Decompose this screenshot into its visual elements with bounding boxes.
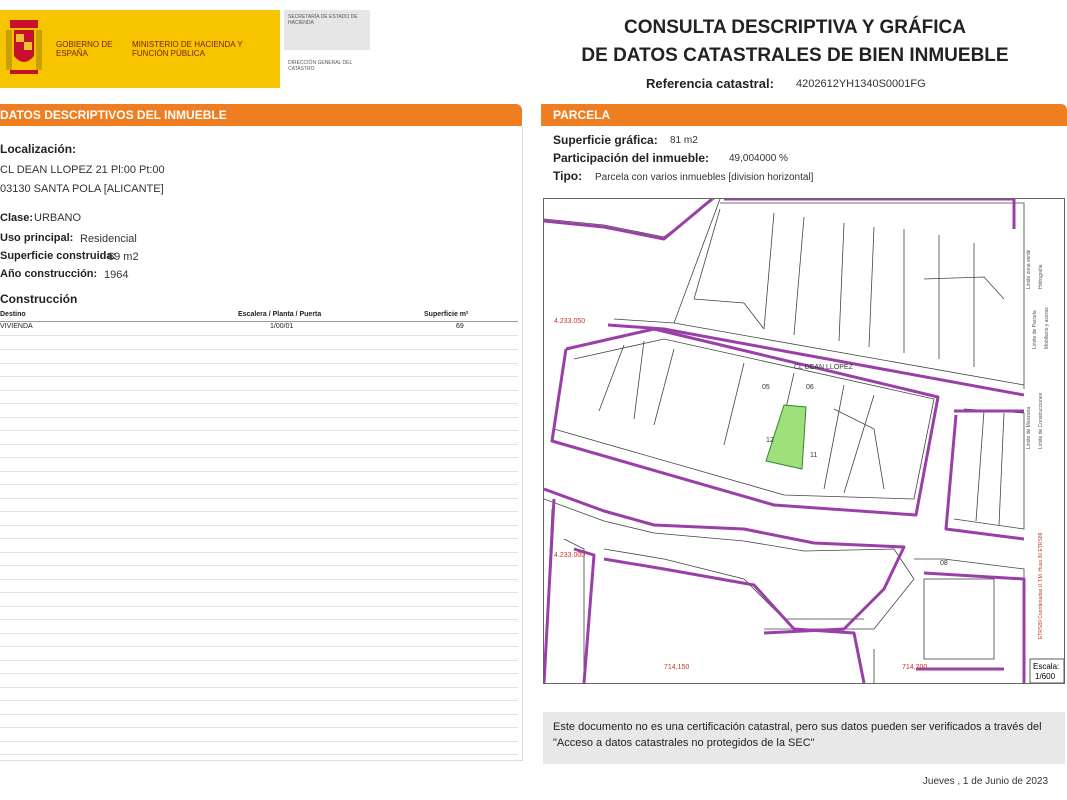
table-row-empty xyxy=(0,674,518,688)
clase-label: Clase: xyxy=(0,212,34,224)
cell-destino: VIVIENDA xyxy=(0,323,33,330)
table-row-empty xyxy=(0,377,518,391)
legend-parcela: Limite de Parcela xyxy=(1032,310,1038,349)
ref-value: 4202612YH1340S0001FG xyxy=(796,78,926,90)
ministerio-label: MINISTERIO DE HACIENDA Y FUNCIÓN PÚBLICA xyxy=(132,40,243,58)
table-row-empty xyxy=(0,417,518,431)
clase-value: URBANO xyxy=(34,212,82,224)
parcel-number: 05 xyxy=(762,384,770,391)
anio-label: Año construcción: xyxy=(0,268,98,280)
table-row-empty xyxy=(0,458,518,472)
map-svg xyxy=(544,199,1064,683)
secretaria-label: SECRETARÍA DE ESTADO DE HACIENDA xyxy=(284,10,370,50)
right-section-bar xyxy=(541,104,1067,126)
localizacion-line-2: 03130 SANTA POLA [ALICANTE] xyxy=(0,183,164,195)
table-row-empty xyxy=(0,620,518,634)
map-coord-top: 4.233.050 xyxy=(554,318,586,325)
table-row-empty xyxy=(0,660,518,674)
ref-label: Referencia catastral: xyxy=(646,76,774,91)
sup-grafica-label: Superficie gráfica: xyxy=(553,133,658,147)
tipo-label: Tipo: xyxy=(553,169,583,183)
construccion-title: Construcción xyxy=(0,292,78,306)
table-row-empty xyxy=(0,431,518,445)
legend-hidrografia: Hidrografia xyxy=(1038,264,1044,289)
left-section-bar xyxy=(0,104,522,126)
parcel-number: 06 xyxy=(806,384,814,391)
table-row-empty xyxy=(0,498,518,512)
cadastral-map[interactable] xyxy=(543,198,1065,684)
table-row-empty xyxy=(0,512,518,526)
table-row-empty xyxy=(0,444,518,458)
coat-of-arms-icon xyxy=(2,14,46,80)
document-title xyxy=(560,14,1030,70)
direccion-label: DIRECCIÓN GENERAL DEL CATASTRO xyxy=(288,60,353,72)
gobierno-label: GOBIERNO DE ESPAÑA xyxy=(56,40,113,58)
title-line-1: CONSULTA DESCRIPTIVA Y GRÁFICA xyxy=(623,17,967,38)
uso-label: Uso principal: xyxy=(0,232,74,244)
map-coord-bottom: 4.233.000 xyxy=(554,552,586,559)
table-row-empty xyxy=(0,539,518,553)
table-row-empty xyxy=(0,485,518,499)
cell-escalera: 1/00/01 xyxy=(270,323,294,330)
anio-value: 1964 xyxy=(104,269,129,281)
map-credit: ETRS89 Coordenadas U.T.M. Huso 30 ETRS89 xyxy=(1038,532,1044,639)
table-row-empty xyxy=(0,593,518,607)
table-row-empty xyxy=(0,390,518,404)
table-row-empty xyxy=(0,647,518,661)
col-destino: Destino xyxy=(0,311,26,318)
table-row-empty xyxy=(0,566,518,580)
localizacion-line-1: CL DEAN LLOPEZ 21 Pl:00 Pt:00 xyxy=(0,164,165,176)
participacion-label: Participación del inmueble: xyxy=(553,151,710,165)
legend-zona-verde: Limite zona verde xyxy=(1026,249,1032,289)
parcel-number: 12 xyxy=(766,437,774,444)
right-section-title: PARCELA xyxy=(553,108,611,122)
superficie-value: 69 m2 xyxy=(108,251,139,263)
parcel-number: 11 xyxy=(810,452,818,459)
legend-construcciones: Limite de Construcciones xyxy=(1038,392,1044,449)
table-row-empty xyxy=(0,404,518,418)
map-x-coord-1: 714,150 xyxy=(664,664,690,671)
cell-superficie: 69 xyxy=(456,323,464,330)
table-row-empty xyxy=(0,363,518,377)
title-line-2: DE DATOS CATASTRALES DE BIEN INMUEBLE xyxy=(581,45,1009,66)
table-row-empty xyxy=(0,687,518,701)
col-escalera: Escalera / Planta / Puerta xyxy=(238,311,322,318)
table-row-empty xyxy=(0,728,518,742)
map-street-label: CL DEAN LLOPEZ xyxy=(794,364,853,371)
table-row-empty xyxy=(0,525,518,539)
col-superficie: Superficie m² xyxy=(424,311,469,318)
table-row-empty xyxy=(0,606,518,620)
table-row xyxy=(0,322,518,336)
table-row-empty xyxy=(0,633,518,647)
table-row-empty xyxy=(0,579,518,593)
parcel-number: 08 xyxy=(940,560,948,567)
sup-grafica-value: 81 m2 xyxy=(670,135,698,146)
tipo-value: Parcela con varios inmuebles [division horizontal] xyxy=(595,172,814,183)
legend-mobiliario: Mobiliario y aceras xyxy=(1044,307,1050,349)
escala-value: 1/600 xyxy=(1035,672,1056,681)
map-x-coord-2: 714,200 xyxy=(902,664,928,671)
left-section-title: DATOS DESCRIPTIVOS DEL INMUEBLE xyxy=(0,108,227,122)
legend-manzana: Limite de Manzana xyxy=(1026,406,1032,449)
localizacion-label: Localización: xyxy=(0,142,77,156)
table-header xyxy=(0,310,518,322)
table-row-empty xyxy=(0,741,518,755)
uso-value: Residencial xyxy=(80,233,137,245)
table-row-empty xyxy=(0,552,518,566)
participacion-value: 49,004000 % xyxy=(729,153,788,164)
document-date: Jueves , 1 de Junio de 2023 xyxy=(922,776,1048,787)
table-row-empty xyxy=(0,471,518,485)
table-row-empty xyxy=(0,350,518,364)
table-row-empty xyxy=(0,336,518,350)
superficie-label: Superficie construida: xyxy=(0,250,117,262)
notice-box: Este documento no es una certificación catastral, pero sus datos pueden ser verificados a través del "Acceso a datos catastrales no protegidos de la SEC" xyxy=(543,712,1065,764)
escala-label: Escala: xyxy=(1033,662,1060,671)
construccion-table xyxy=(0,310,518,750)
table-row-empty xyxy=(0,701,518,715)
table-row-empty xyxy=(0,714,518,728)
